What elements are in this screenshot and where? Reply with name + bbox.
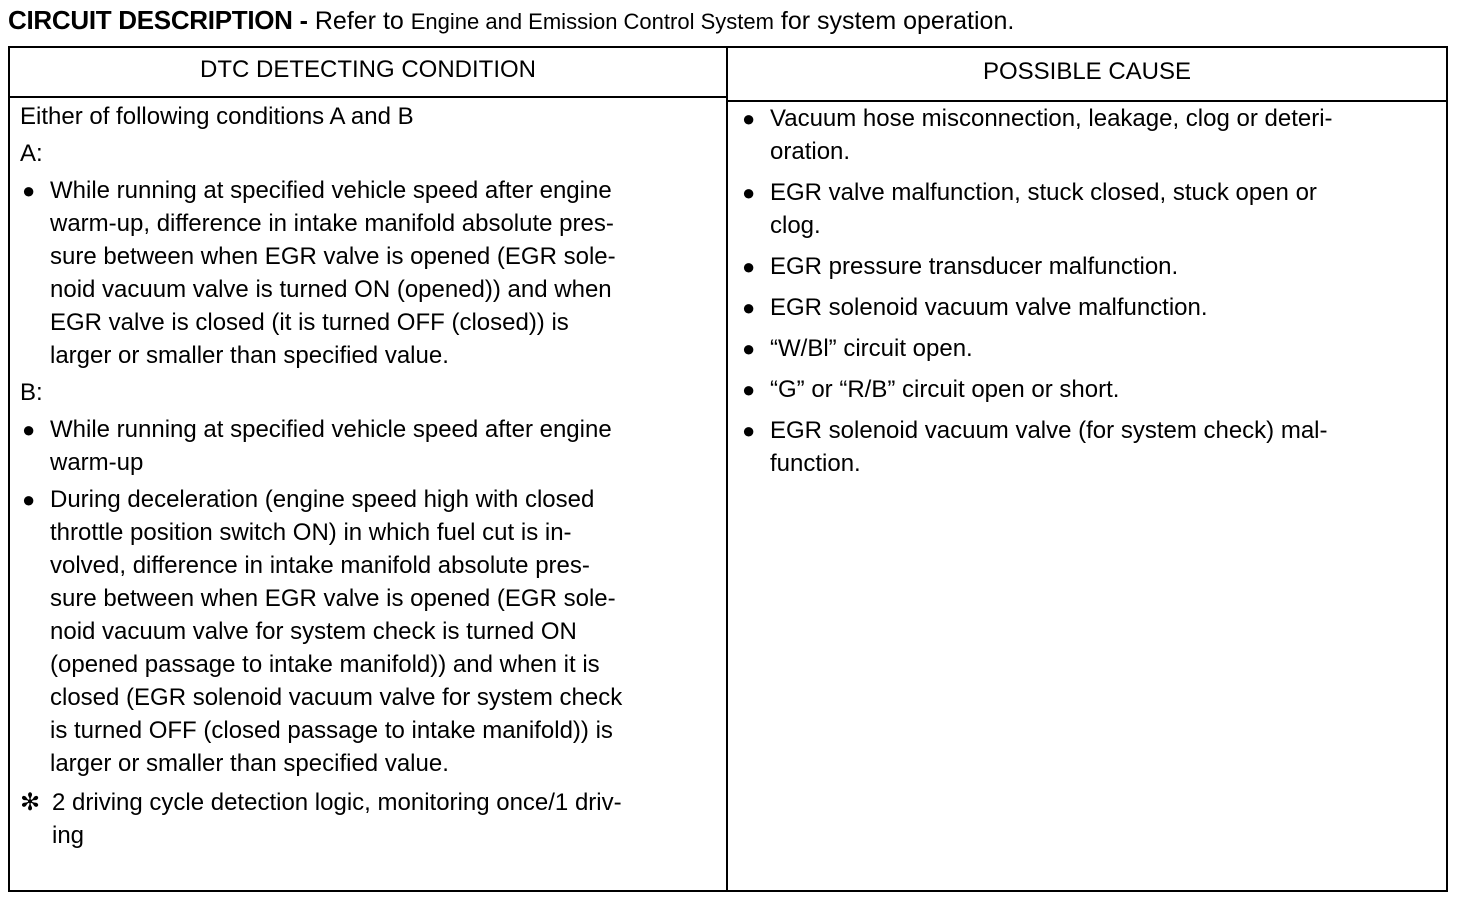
cause-line: Vacuum hose misconnection, leakage, clog or deteri- (770, 105, 1333, 132)
condition-a-bullet (20, 174, 720, 372)
bullet-line: (opened passage to intake manifold)) and when it is (50, 651, 600, 678)
condition-a-label: A: (20, 140, 43, 167)
cause-item (738, 332, 1438, 365)
bullet-line: throttle position switch ON) in which fuel cut is in- (50, 519, 572, 546)
heading-refer-text-3: for system operation. (773, 7, 1015, 35)
possible-cause-column (738, 102, 1438, 488)
bullet-dot-icon: ● (742, 106, 756, 131)
condition-b-label: B: (20, 379, 43, 406)
bullet-dot-icon: ● (742, 180, 756, 205)
cause-line: oration. (770, 138, 851, 165)
dtc-table (8, 46, 1448, 892)
bullet-dot-icon: ● (742, 254, 756, 279)
heading-refer-link-text: Engine and Emission Control System (410, 9, 774, 34)
cause-line: EGR valve malfunction, stuck closed, stuck open or (770, 179, 1317, 206)
bullet-line: sure between when EGR valve is opened (EGR sole- (50, 243, 616, 270)
bullet-line: noid vacuum valve for system check is turned ON (50, 618, 577, 645)
asterisk-icon: ✻ (20, 789, 41, 816)
cause-line: clog. (770, 212, 821, 239)
cause-line: EGR solenoid vacuum valve malfunction. (770, 294, 1208, 321)
bullet-line: is turned OFF (closed passage to intake manifold)) is (50, 717, 613, 744)
bullet-dot-icon: ● (742, 377, 756, 402)
note-line: ing (52, 822, 85, 849)
header-rule-left (10, 96, 726, 98)
conditions-intro: Either of following conditions A and B (20, 103, 414, 130)
cause-line: EGR pressure transducer malfunction. (770, 253, 1179, 280)
heading-dash: - (292, 7, 315, 35)
bullet-line: noid vacuum valve is turned ON (opened)) and when (50, 276, 612, 303)
heading-title: CIRCUIT DESCRIPTION (8, 5, 293, 35)
cause-item (738, 176, 1438, 242)
condition-b-bullet-1 (20, 413, 720, 479)
cause-item (738, 250, 1438, 283)
cause-item (738, 414, 1438, 480)
note-line: 2 driving cycle detection logic, monitoring once/1 driv- (52, 789, 622, 816)
bullet-line: closed (EGR solenoid vacuum valve for system check (50, 684, 623, 711)
bullet-dot-icon: ● (742, 295, 756, 320)
bullet-line: EGR valve is closed (it is turned OFF (closed)) is (50, 309, 569, 336)
bullet-dot-icon: ● (22, 417, 36, 442)
possible-cause-header: POSSIBLE CAUSE (982, 58, 1192, 85)
bullet-line: During deceleration (engine speed high with closed (50, 486, 595, 513)
bullet-line: volved, difference in intake manifold absolute pres- (50, 552, 590, 579)
cause-line: EGR solenoid vacuum valve (for system check) mal- (770, 417, 1328, 444)
cause-item (738, 373, 1438, 406)
cause-line: “W/Bl” circuit open. (770, 335, 973, 362)
cause-line: function. (770, 450, 861, 477)
dtc-detecting-condition-header: DTC DETECTING CONDITION (200, 56, 536, 83)
bullet-dot-icon: ● (742, 418, 756, 443)
section-heading (8, 4, 1014, 38)
bullet-line: While running at specified vehicle speed after engine (50, 177, 612, 204)
bullet-dot-icon: ● (22, 487, 36, 512)
bullet-line: While running at specified vehicle speed after engine (50, 416, 612, 443)
bullet-dot-icon: ● (22, 178, 36, 203)
column-divider (726, 48, 728, 890)
bullet-line: warm-up, difference in intake manifold absolute pres- (50, 210, 614, 237)
bullet-line: sure between when EGR valve is opened (EGR sole- (50, 585, 616, 612)
bullet-line: larger or smaller than specified value. (50, 342, 449, 369)
bullet-dot-icon: ● (742, 336, 756, 361)
cause-item (738, 102, 1438, 168)
cause-item (738, 291, 1438, 324)
detecting-condition-column (20, 100, 720, 852)
cause-line: “G” or “R/B” circuit open or short. (770, 376, 1120, 403)
detection-logic-note (20, 786, 720, 852)
heading-refer-text-1: Refer to (314, 7, 411, 35)
bullet-line: larger or smaller than specified value. (50, 750, 449, 777)
bullet-line: warm-up (50, 449, 144, 476)
condition-b-bullet-2 (20, 483, 720, 780)
